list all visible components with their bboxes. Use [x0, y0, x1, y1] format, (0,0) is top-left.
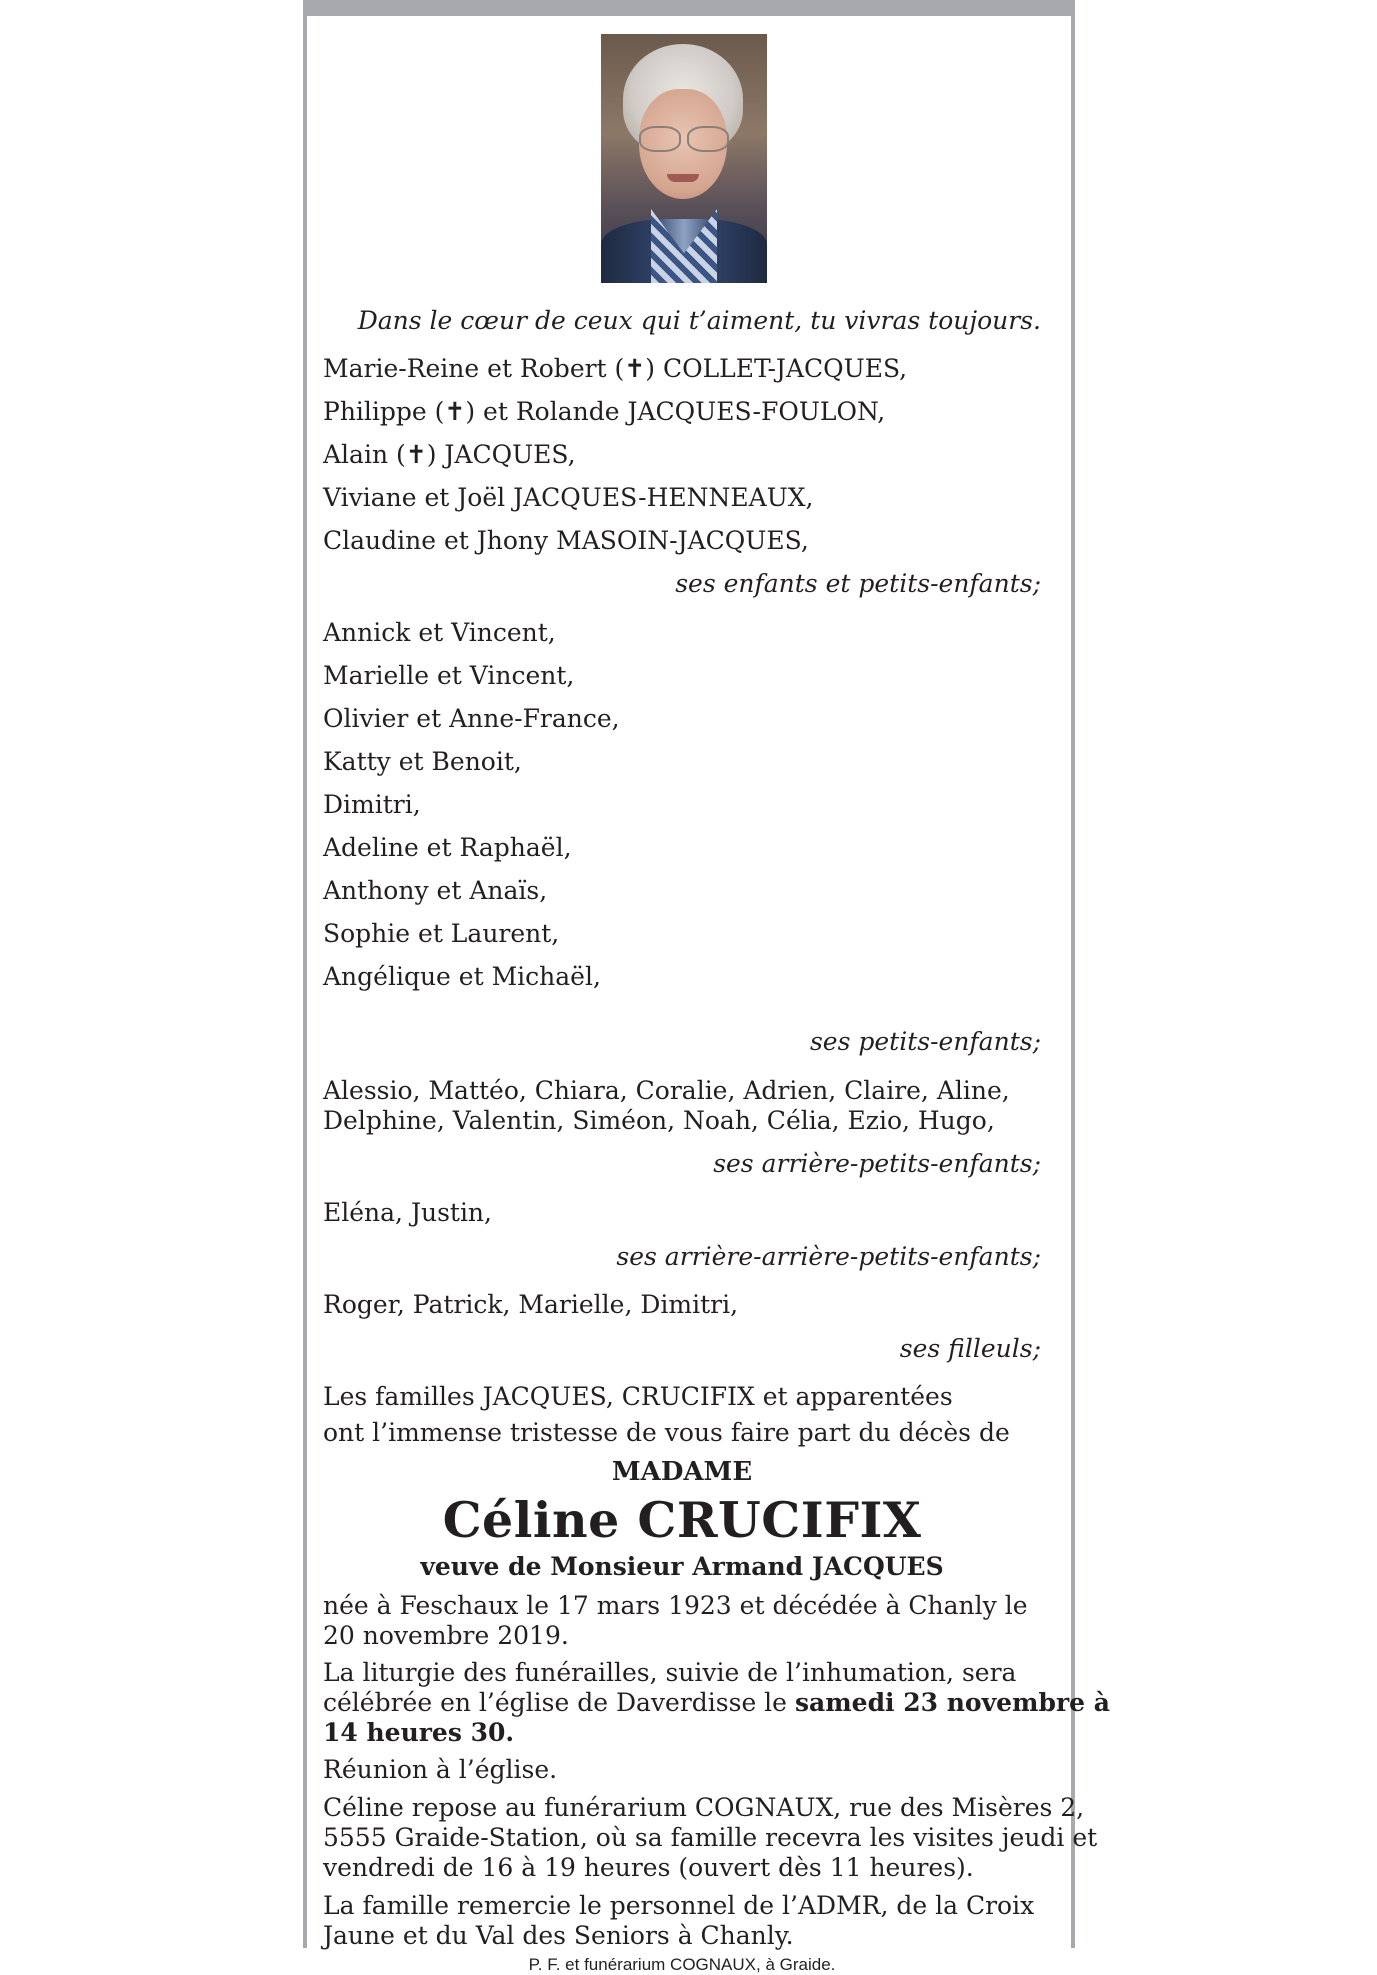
obituary-notice [303, 0, 1110, 1974]
liturgy-line: La liturgie des funérailles, suivie de l’inhumation, sera [323, 1658, 1017, 1687]
funerarium-line: vendredi de 16 à 19 heures (ouvert dès 11 heures). [323, 1853, 974, 1882]
grandchildren-line: Dimitri, [323, 790, 421, 819]
grandchildren-line: Anthony et Anaïs, [323, 876, 548, 905]
families-line: ont l’immense tristesse de vous faire part du décès de [323, 1418, 1010, 1447]
grandchildren-line: Katty et Benoit, [323, 747, 522, 776]
great-grandchildren-line: Delphine, Valentin, Siméon, Noah, Célia, Ezio, Hugo, [323, 1106, 995, 1135]
quote: Dans le cœur de ceux qui t’aiment, tu vivras toujours. [357, 306, 1041, 335]
children-line: Alain (✝) JACQUES, [323, 440, 576, 469]
portrait-photo [601, 34, 767, 283]
godchildren-line: Roger, Patrick, Marielle, Dimitri, [323, 1290, 739, 1319]
thanks-line: Jaune et du Val des Seniors à Chanly. [323, 1921, 794, 1950]
grandchildren-line: Annick et Vincent, [323, 618, 556, 647]
funerarium-line: 5555 Graide-Station, où sa famille recevra les visites jeudi et [323, 1823, 1098, 1852]
great-great-grandchildren-label: ses arrière-arrière-petits-enfants; [616, 1242, 1041, 1271]
children-label: ses enfants et petits-enfants; [675, 569, 1041, 598]
title: MADAME [611, 1457, 753, 1487]
liturgy-time: 14 heures 30. [323, 1718, 515, 1747]
liturgy-line [323, 1718, 1041, 1748]
children-line: Marie-Reine et Robert (✝) COLLET-JACQUES, [323, 354, 908, 383]
deceased-name: Céline CRUCIFIX [442, 1491, 922, 1549]
grandchildren-line: Olivier et Anne-France, [323, 704, 620, 733]
liturgy-date: samedi 23 novembre à [794, 1688, 1110, 1717]
families-line: Les familles JACQUES, CRUCIFIX et apparentées [323, 1382, 953, 1411]
funerarium-line: Céline repose au funérarium COGNAUX, rue des Misères 2, [323, 1793, 1085, 1822]
birth-death-line: née à Feschaux le 17 mars 1923 et décédée à Chanly le [323, 1591, 1028, 1620]
grandchildren-line: Sophie et Laurent, [323, 919, 560, 948]
birth-death-line: 20 novembre 2019. [323, 1621, 569, 1650]
widow-of: veuve de Monsieur Armand JACQUES [420, 1552, 944, 1581]
great-grandchildren-line: Alessio, Mattéo, Chiara, Coralie, Adrien, Claire, Aline, [323, 1076, 1010, 1105]
children-line: Viviane et Joël JACQUES-HENNEAUX, [323, 483, 814, 512]
great-grandchildren-label: ses arrière-petits-enfants; [713, 1149, 1041, 1178]
liturgy-line [323, 1688, 1110, 1718]
children-line: Philippe (✝) et Rolande JACQUES-FOULON, [323, 397, 886, 426]
reunion: Réunion à l’église. [323, 1755, 558, 1784]
footer: P. F. et funérarium COGNAUX, à Graide. [528, 1955, 836, 1974]
godchildren-label: ses filleuls; [899, 1334, 1041, 1363]
liturgy-text: célébrée en l’église de Daverdisse le [323, 1688, 795, 1717]
grandchildren-label: ses petits-enfants; [809, 1027, 1041, 1056]
thanks-line: La famille remercie le personnel de l’ADMR, de la Croix [323, 1891, 1035, 1920]
grandchildren-line: Adeline et Raphaël, [323, 833, 572, 862]
children-line: Claudine et Jhony MASOIN-JACQUES, [323, 526, 809, 555]
grandchildren-line: Marielle et Vincent, [323, 661, 575, 690]
great-great-grandchildren-line: Eléna, Justin, [323, 1198, 492, 1227]
grandchildren-line: Angélique et Michaël, [323, 962, 601, 991]
